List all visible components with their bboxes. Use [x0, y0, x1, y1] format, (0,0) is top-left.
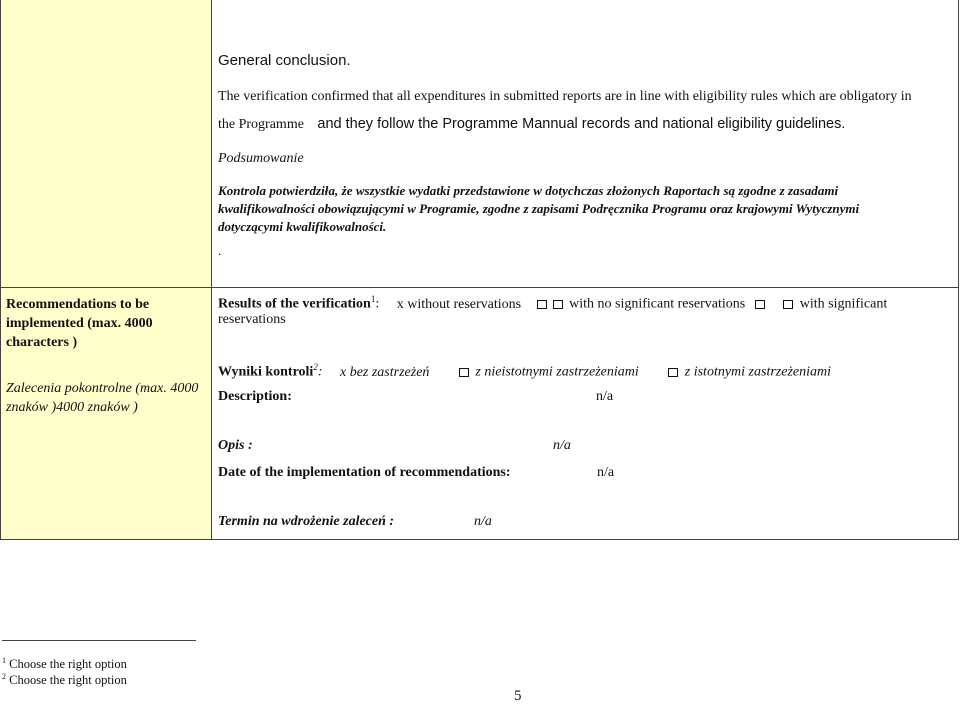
footnote-2-text: Choose the right option: [9, 673, 127, 688]
outer-border-right: [958, 0, 959, 540]
conclusion-en-line2-start: the Programme: [218, 117, 304, 132]
opis-label: Opis :: [218, 438, 253, 453]
outer-border-bottom: [0, 539, 959, 540]
podsumowanie-line3: dotyczącymi kwalifikowalności.: [218, 219, 387, 234]
wyniki-label: Wyniki kontroli: [218, 364, 314, 380]
footnote-1-number: 1: [2, 656, 6, 665]
footnote-1: [2, 656, 127, 672]
termin-label: Termin na wdrożenie zaleceń :: [218, 514, 395, 529]
opis-value: n/a: [553, 438, 571, 453]
podsumowanie-heading: Podsumowanie: [218, 151, 304, 166]
conclusion-en-line2: [218, 116, 845, 133]
outer-border-left: [0, 0, 1, 540]
option-nieistotne[interactable]: z nieistotnymi zastrzeżeniami: [475, 364, 639, 380]
wyniki-footnote-ref: 2: [313, 362, 318, 372]
checkbox-icon[interactable]: [783, 300, 793, 309]
description-label: Description:: [218, 389, 292, 404]
option-without-reservations[interactable]: x without reservations: [396, 296, 522, 312]
conclusion-en-line2-end: and they follow the Programme Mannual records and national eligibility guidelines.: [317, 116, 846, 132]
column-divider: [211, 0, 212, 540]
date-label: Date of the implementation of recommendations:: [218, 465, 511, 480]
page-number: 5: [514, 688, 522, 704]
option-bez-zastrzezen[interactable]: x bez zastrzeżeń: [339, 364, 430, 380]
wyniki-colon: :: [317, 364, 323, 380]
recommendations-en-label: Recommendations to be implemented (max. 4000 characters ): [6, 297, 153, 350]
date-value: n/a: [597, 465, 615, 480]
checkbox-icon[interactable]: [755, 300, 765, 309]
podsumowanie-line2: kwalifikowalności obowiązującymi w Programie, zgodne z zapisami Podręcznika Programu oraz krajowymi Wytycznymi: [218, 201, 860, 216]
checkbox-icon[interactable]: [537, 300, 547, 309]
row-divider: [0, 287, 959, 288]
wyniki-line: [218, 362, 831, 381]
results-footnote-ref: 1: [370, 294, 376, 304]
footnote-2: [2, 672, 127, 688]
termin-value: n/a: [474, 514, 492, 529]
left-column-top-cell: [0, 0, 211, 287]
option-no-significant-reservations[interactable]: with no significant reservations: [569, 296, 746, 312]
checkbox-icon[interactable]: [459, 368, 469, 377]
footnote-2-number: 2: [2, 672, 6, 681]
recommendations-pl-label: Zalecenia pokontrolne (max. 4000 znaków )4000 znaków ): [6, 381, 199, 415]
checkbox-icon[interactable]: [553, 300, 563, 309]
conclusion-en-line1: The verification confirmed that all expenditures in submitted reports are in line with eligibility rules which are obligatory in: [218, 89, 912, 104]
option-significant-reservations-cont: reservations: [218, 312, 286, 327]
option-istotne[interactable]: z istotnymi zastrzeżeniami: [684, 364, 831, 380]
footnote-separator: [2, 640, 196, 641]
results-colon: :: [375, 296, 380, 312]
results-line: [218, 294, 887, 313]
description-value: n/a: [596, 389, 614, 404]
conclusion-heading: General conclusion.: [218, 52, 351, 69]
footnote-1-text: Choose the right option: [9, 657, 127, 672]
results-label: Results of the verification: [218, 296, 371, 312]
podsumowanie-line1: Kontrola potwierdziła, że wszystkie wydatki przedstawione w dotychczas złożonych Raportach są zgodne z zasadami: [218, 183, 839, 198]
checkbox-icon[interactable]: [668, 368, 678, 377]
conclusion-dot: .: [218, 243, 222, 258]
option-significant-reservations[interactable]: with significant: [799, 296, 888, 312]
